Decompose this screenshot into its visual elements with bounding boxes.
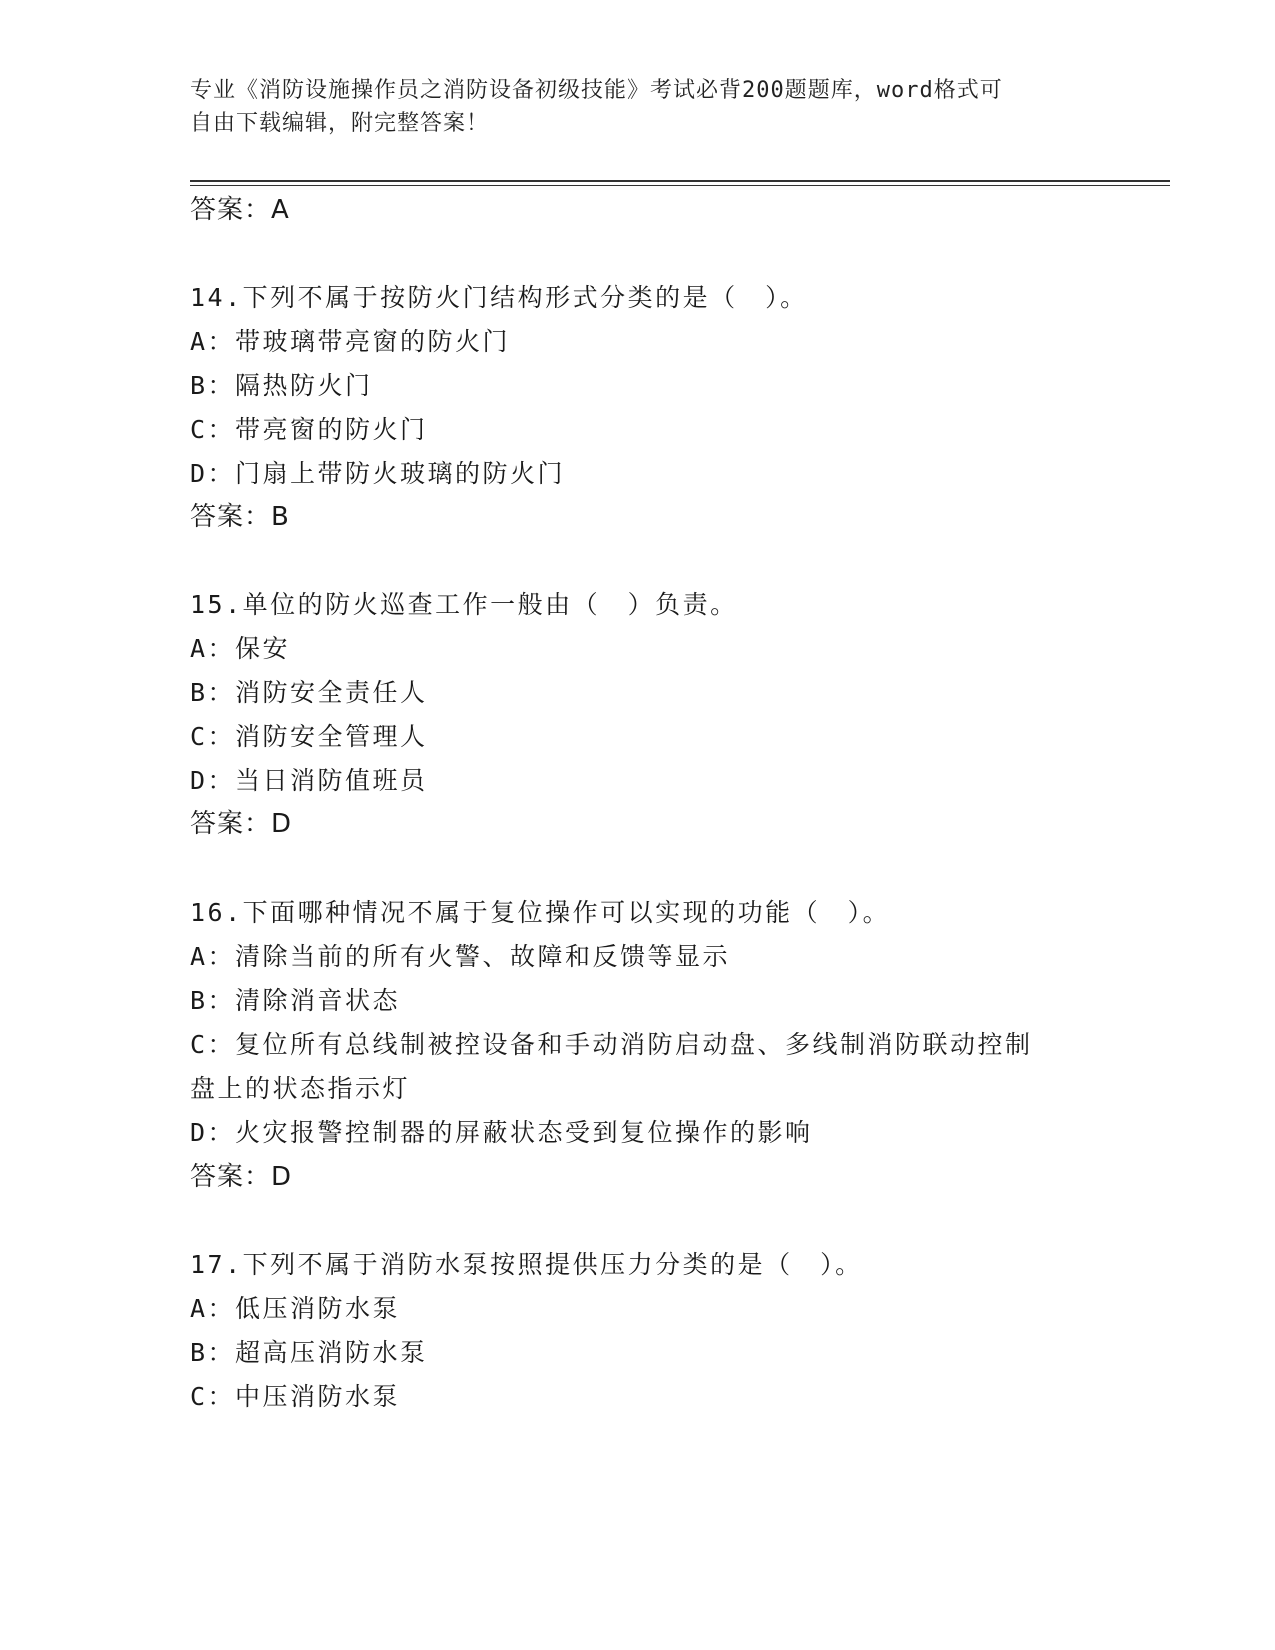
option-d: D：火灾报警控制器的屏蔽状态受到复位操作的影响 (190, 1118, 813, 1147)
option-d: D：当日消防值班员 (190, 766, 428, 795)
question-stem: 16.下面哪种情况不属于复位操作可以实现的功能（ ）。 (190, 898, 891, 927)
option-c: C：消防安全管理人 (190, 722, 428, 751)
header-line-1: 专业《消防设施操作员之消防设备初级技能》考试必背200题题库，word格式可 (190, 78, 1003, 103)
option-b: B：隔热防火门 (190, 371, 373, 400)
option-b: B：超高压消防水泵 (190, 1338, 428, 1367)
question-stem: 17.下列不属于消防水泵按照提供压力分类的是（ ）。 (190, 1250, 863, 1279)
option-a: A：保安 (190, 634, 291, 663)
answer-line: 答案：D (190, 809, 293, 839)
option-c: C：复位所有总线制被控设备和手动消防启动盘、多线制消防联动控制 (190, 1030, 1033, 1059)
answer-line: 答案：B (190, 502, 290, 532)
header-divider-thick (190, 180, 1170, 182)
question-stem: 15.单位的防火巡查工作一般由（ ）负责。 (190, 590, 738, 619)
header-line-2: 自由下载编辑，附完整答案！ (190, 111, 490, 136)
header-divider-thin (190, 185, 1170, 186)
document-header (190, 74, 1090, 140)
option-a: A：低压消防水泵 (190, 1294, 401, 1323)
option-a: A：清除当前的所有火警、故障和反馈等显示 (190, 942, 731, 971)
option-b: B：消防安全责任人 (190, 678, 428, 707)
option-a: A：带玻璃带亮窗的防火门 (190, 327, 511, 356)
option-d: D：门扇上带防火玻璃的防火门 (190, 459, 566, 488)
option-c: C：带亮窗的防火门 (190, 415, 428, 444)
answer-line: 答案：A (190, 195, 290, 225)
option-c: C：中压消防水泵 (190, 1382, 401, 1411)
answer-line: 答案：D (190, 1162, 293, 1192)
question-stem: 14.下列不属于按防火门结构形式分类的是（ ）。 (190, 283, 808, 312)
option-c-continued: 盘上的状态指示灯 (190, 1074, 411, 1103)
option-b: B：清除消音状态 (190, 986, 401, 1015)
